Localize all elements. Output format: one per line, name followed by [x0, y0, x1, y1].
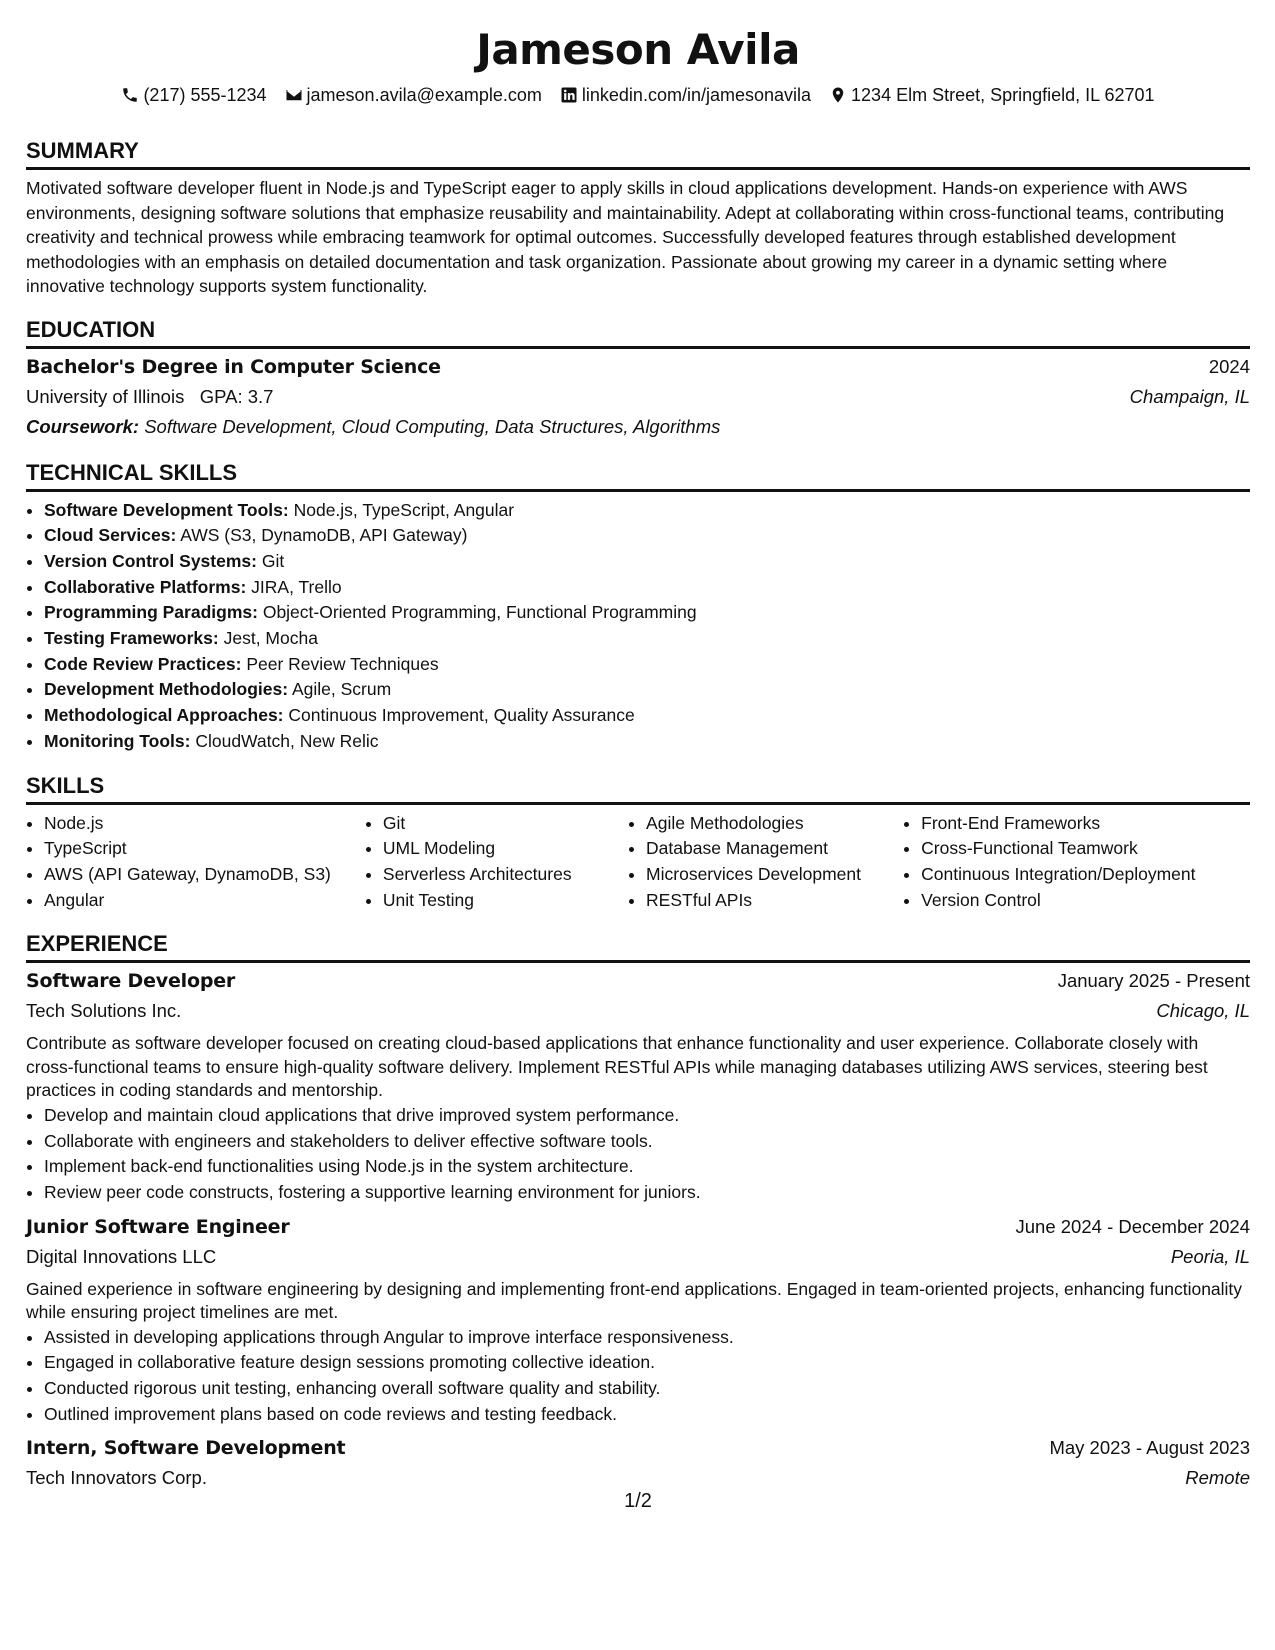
list-item: • TypeScript: [44, 836, 365, 862]
technical-skills-list: [26, 498, 1250, 755]
list-item: • Version Control: [921, 888, 1250, 914]
list-item: • Database Management: [646, 836, 903, 862]
list-item: [44, 677, 1250, 703]
skill-label: Development Methodologies:: [44, 679, 289, 700]
skills-grid: [26, 811, 1250, 914]
job-location: Peoria, IL: [1170, 1245, 1250, 1267]
skill-label: Software Development Tools:: [44, 499, 289, 520]
job-bullets: [26, 1103, 1250, 1206]
skill-label: Collaborative Platforms:: [44, 576, 247, 597]
job-dates: January 2025 - Present: [1057, 970, 1250, 992]
job-title: Junior Software Engineer: [26, 1215, 290, 1238]
skill-value: CloudWatch, New Relic: [195, 730, 379, 751]
job-company-row: [26, 1242, 1250, 1272]
skills-column-3: [628, 811, 903, 914]
job-header-row: [26, 966, 1250, 996]
gpa: GPA: 3.7: [199, 385, 274, 407]
list-item: [44, 600, 1250, 626]
coursework-line: [26, 412, 1250, 442]
job-bullets: [26, 1325, 1250, 1428]
job-dates: June 2024 - December 2024: [1015, 1215, 1250, 1237]
summary-heading: SUMMARY: [26, 138, 1250, 170]
contact-address: [829, 82, 1155, 108]
job-location: Remote: [1185, 1467, 1250, 1489]
list-item: • Unit Testing: [383, 888, 628, 914]
list-item: • Develop and maintain cloud applications that drive improved system performance.: [44, 1103, 1250, 1129]
education-heading: EDUCATION: [26, 317, 1250, 349]
contact-linkedin[interactable]: [560, 82, 811, 108]
skill-value: Git: [261, 550, 285, 571]
graduation-year: 2024: [1208, 355, 1250, 377]
list-item: • Microservices Development: [646, 862, 903, 888]
skill-value: Continuous Improvement, Quality Assurance: [288, 705, 635, 726]
job-header-row: [26, 1212, 1250, 1242]
skill-label: Methodological Approaches:: [44, 705, 284, 726]
list-item: • Conducted rigorous unit testing, enhancing overall software quality and stability.: [44, 1376, 1250, 1402]
job-title: Intern, Software Development: [26, 1437, 346, 1460]
job-company-row: [26, 1463, 1250, 1493]
list-item: • UML Modeling: [383, 836, 628, 862]
skills-column-2: [365, 811, 628, 914]
skill-label: Testing Frameworks:: [44, 628, 219, 649]
job-company: Tech Solutions Inc.: [26, 1000, 182, 1022]
list-item: • Angular: [44, 888, 365, 914]
experience-heading: EXPERIENCE: [26, 931, 1250, 963]
list-item: [44, 729, 1250, 755]
skill-value: Jest, Mocha: [223, 628, 318, 649]
skill-value: Object-Oriented Programming, Functional Programming: [262, 602, 697, 623]
job-description: Gained experience in software engineering by designing and implementing front-end applications. Engaged in team-oriented projects, enhancing functionality while ensuring project timelines are met.: [26, 1278, 1243, 1323]
contact-bar: [26, 82, 1250, 108]
education-school-row: [26, 382, 1250, 412]
envelope-icon: [285, 86, 303, 104]
list-item: • Implement back-end functionalities using Node.js in the system architecture.: [44, 1154, 1250, 1180]
address-text: 1234 Elm Street, Springfield, IL 62701: [851, 85, 1155, 105]
contact-email[interactable]: [285, 82, 542, 108]
phone-text: (217) 555-1234: [143, 85, 267, 105]
skill-value: Agile, Scrum: [291, 679, 392, 700]
list-item: [44, 575, 1250, 601]
email-link[interactable]: jameson.avila@example.com: [306, 85, 542, 105]
list-item: • Collaborate with engineers and stakeholders to deliver effective software tools.: [44, 1129, 1250, 1155]
job-header-row: [26, 1433, 1250, 1463]
phone-icon: [121, 86, 139, 104]
skill-value: JIRA, Trello: [251, 576, 342, 597]
summary-text: Motivated software developer fluent in Node.js and TypeScript eager to apply skills in cloud applications development. Hands-on experience with AWS environments, designing software solutions that emphasize reusability and maintainability. Adept at collaborating within cross-functional teams, contributing creativity and technical prowess while embracing teamwork for optimal outcomes. Successfully developed features through established development methodologies with an emphasis on detailed documentation and task organization. Passionate about growing my career in a dynamic setting where innovative technology supports system functionality.: [26, 178, 1225, 296]
list-item: • Serverless Architectures: [383, 862, 628, 888]
list-item: [44, 652, 1250, 678]
technical-skills-heading: TECHNICAL SKILLS: [26, 460, 1250, 492]
skill-label: Monitoring Tools:: [44, 730, 191, 751]
job-title: Software Developer: [26, 970, 236, 993]
coursework-list: Software Development, Cloud Computing, Data Structures, Algorithms: [144, 415, 721, 437]
list-item: • Git: [383, 811, 628, 837]
list-item: • AWS (API Gateway, DynamoDB, S3): [44, 862, 365, 888]
list-item: [44, 523, 1250, 549]
job-description: Contribute as software developer focused on creating cloud-based applications that enhance functionality and user experience. Collaborate closely with cross-functional teams to ensure high-quality software delivery. Implement RESTful APIs while managing databases utilizing AWS services, steering best practices in coding standards and mentorship.: [26, 1033, 1208, 1101]
job-company-row: [26, 996, 1250, 1026]
list-item: • Node.js: [44, 811, 365, 837]
linkedin-icon: [560, 86, 578, 104]
list-item: • Assisted in developing applications through Angular to improve interface responsiveness.: [44, 1325, 1250, 1351]
job-company: Tech Innovators Corp.: [26, 1467, 207, 1489]
list-item: [44, 626, 1250, 652]
list-item: • Continuous Integration/Deployment: [921, 862, 1250, 888]
skill-label: Code Review Practices:: [44, 653, 242, 674]
skill-label: Version Control Systems:: [44, 550, 257, 571]
list-item: [44, 498, 1250, 524]
job-dates: May 2023 - August 2023: [1049, 1437, 1250, 1459]
map-pin-icon: [829, 86, 847, 104]
school-location: Champaign, IL: [1129, 385, 1250, 407]
job-location: Chicago, IL: [1156, 1000, 1250, 1022]
skill-label: Programming Paradigms:: [44, 602, 258, 623]
list-item: • Cross-Functional Teamwork: [921, 836, 1250, 862]
skill-value: Peer Review Techniques: [246, 653, 439, 674]
list-item: • Front-End Frameworks: [921, 811, 1250, 837]
skill-value: AWS (S3, DynamoDB, API Gateway): [180, 525, 468, 546]
resume-page: [26, 0, 1250, 1650]
list-item: [44, 549, 1250, 575]
list-item: • Engaged in collaborative feature design sessions promoting collective ideation.: [44, 1350, 1250, 1376]
list-item: • RESTful APIs: [646, 888, 903, 914]
education-header-row: [26, 352, 1250, 382]
list-item: • Outlined improvement plans based on code reviews and testing feedback.: [44, 1402, 1250, 1428]
page-number: 1/2: [624, 1490, 652, 1512]
skill-label: Cloud Services:: [44, 525, 177, 546]
job-company: Digital Innovations LLC: [26, 1245, 217, 1267]
skills-heading: SKILLS: [26, 773, 1250, 805]
skills-column-1: [26, 811, 365, 914]
list-item: • Review peer code constructs, fostering a supportive learning environment for juniors.: [44, 1180, 1250, 1206]
skills-column-4: [903, 811, 1250, 914]
linkedin-link[interactable]: linkedin.com/in/jamesonavila: [581, 85, 812, 105]
degree-title: Bachelor's Degree in Computer Science: [26, 355, 441, 378]
skill-value: Node.js, TypeScript, Angular: [293, 499, 515, 520]
school-name: University of Illinois: [26, 385, 185, 407]
list-item: [44, 703, 1250, 729]
candidate-name: Jameson Avila: [476, 25, 800, 74]
list-item: • Agile Methodologies: [646, 811, 903, 837]
coursework-label: Coursework:: [26, 415, 140, 437]
contact-phone: [121, 82, 266, 108]
school-line: [26, 382, 273, 412]
